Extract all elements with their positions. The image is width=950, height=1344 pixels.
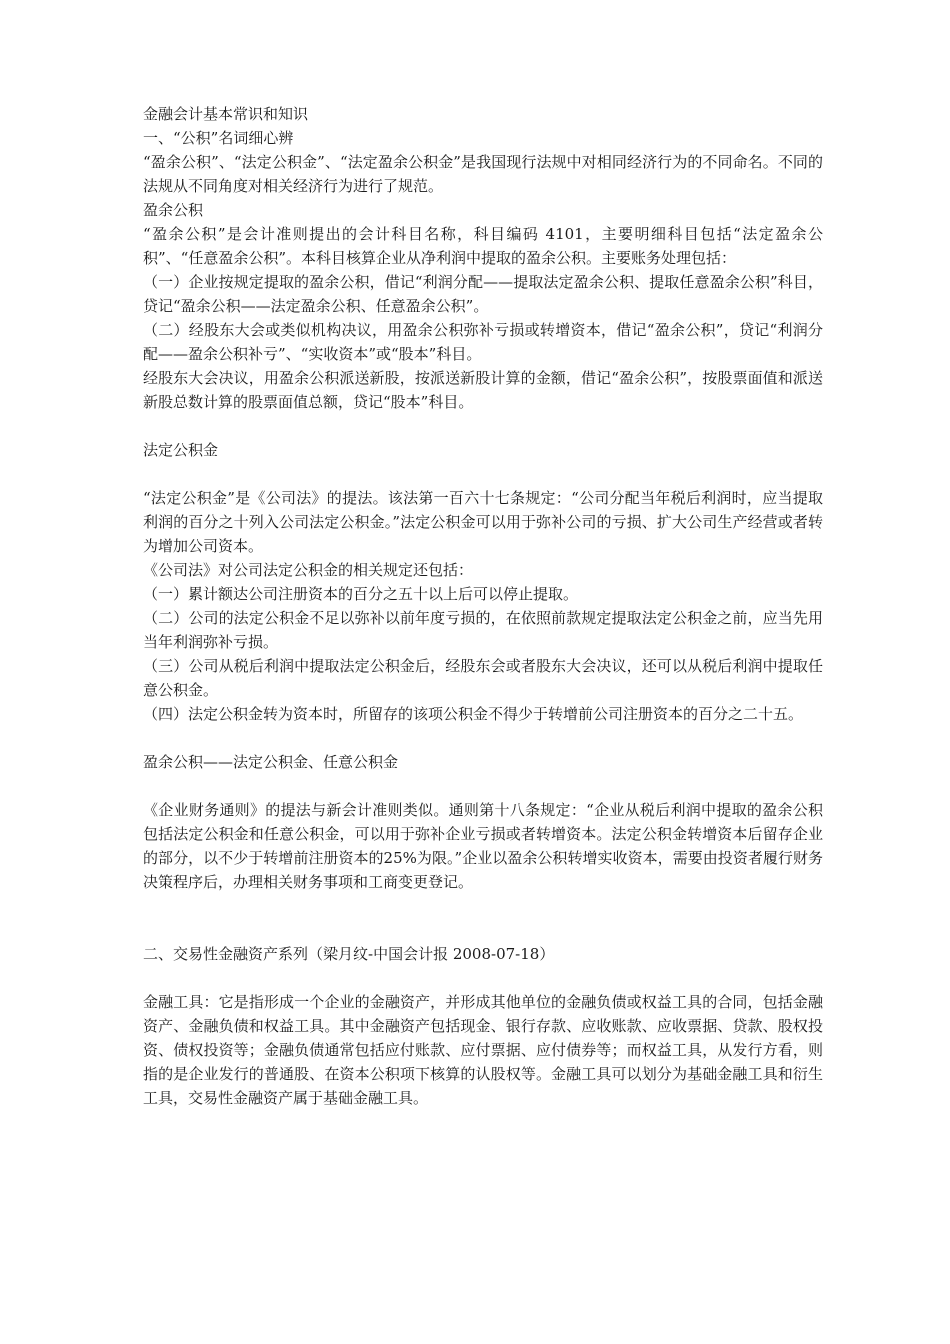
surplus-mixed-paragraph-1: 《企业财务通则》的提法与新会计准则类似。通则第十八条规定：“企业从税后利润中提取的盈余公积包括法定公积金和任意公积金，可以用于弥补企业亏损或者转增资本。法定公积金转增资本后留存企业的部分，以不少于转增前注册资本的25%为限。”企业以盈余公积转增实收资本，需要由投资者履行财务决策程序后，办理相关财务事项和工商变更登记。 — [143, 801, 823, 891]
section1-heading: 一、“公积”名词细心辨 — [143, 129, 294, 147]
surplus-paragraph-2: （一）企业按规定提取的盈余公积，借记“利润分配——提取法定盈余公积、提取任意盈余公积”科目，贷记“盈余公积——法定盈余公积、任意盈余公积”。 — [143, 273, 823, 315]
statutory-paragraph-4: （二）公司的法定公积金不足以弥补以前年度亏损的，在依照前款规定提取法定公积金之前，应当先用当年利润弥补亏损。 — [143, 609, 823, 651]
surplus-paragraph-3: （二）经股东大会或类似机构决议，用盈余公积弥补亏损或转增资本，借记“盈余公积”，贷记“利润分配——盈余公积补亏”、“实收资本”或“股本”科目。 — [143, 321, 823, 363]
section2-heading: 二、交易性金融资产系列（梁月纹-中国会计报 2008-07-18） — [143, 945, 555, 963]
intro-paragraph: “盈余公积”、“法定公积金”、“法定盈余公积金”是我国现行法规中对相同经济行为的不同命名。不同的法规从不同角度对相关经济行为进行了规范。 — [143, 153, 823, 195]
statutory-paragraph-3: （一）累计额达公司注册资本的百分之五十以上后可以停止提取。 — [143, 585, 579, 603]
document-page — [143, 102, 823, 1110]
section2-paragraph-1: 金融工具：它是指形成一个企业的金融资产，并形成其他单位的金融负债或权益工具的合同，包括金融资产、金融负债和权益工具。其中金融资产包括现金、银行存款、应收账款、应收票据、贷款、股权投资、债权投资等；金融负债通常包括应付账款、应付票据、应付债券等；而权益工具，从发行方看，则指的是企业发行的普通股、在资本公积项下核算的认股权等。金融工具可以划分为基础金融工具和衍生工具，交易性金融资产属于基础金融工具。 — [143, 993, 823, 1107]
statutory-paragraph-2: 《公司法》对公司法定公积金的相关规定还包括： — [143, 561, 474, 579]
statutory-paragraph-5: （三）公司从税后利润中提取法定公积金后，经股东会或者股东大会决议，还可以从税后利润中提取任意公积金。 — [143, 657, 823, 699]
surplus-mixed-heading: 盈余公积——法定公积金、任意公积金 — [143, 753, 399, 771]
statutory-heading: 法定公积金 — [143, 441, 219, 459]
surplus-paragraph-1: “盈余公积”是会计准则提出的会计科目名称，科目编码 4101，主要明细科目包括“法定盈余公积”、“任意盈余公积”。本科目核算企业从净利润中提取的盈余公积。主要账务处理包括： — [143, 225, 823, 267]
surplus-heading: 盈余公积 — [143, 201, 204, 219]
surplus-paragraph-4: 经股东大会决议，用盈余公积派送新股，按派送新股计算的金额，借记“盈余公积”，按股票面值和派送新股总数计算的股票面值总额，贷记“股本”科目。 — [143, 369, 823, 411]
statutory-paragraph-6: （四）法定公积金转为资本时，所留存的该项公积金不得少于转增前公司注册资本的百分之二十五。 — [143, 705, 804, 723]
statutory-paragraph-1: “法定公积金”是《公司法》的提法。该法第一百六十七条规定：“公司分配当年税后利润时，应当提取利润的百分之十列入公司法定公积金。”法定公积金可以用于弥补公司的亏损、扩大公司生产经营或者转为增加公司资本。 — [143, 489, 823, 555]
document-title: 金融会计基本常识和知识 — [143, 105, 309, 123]
